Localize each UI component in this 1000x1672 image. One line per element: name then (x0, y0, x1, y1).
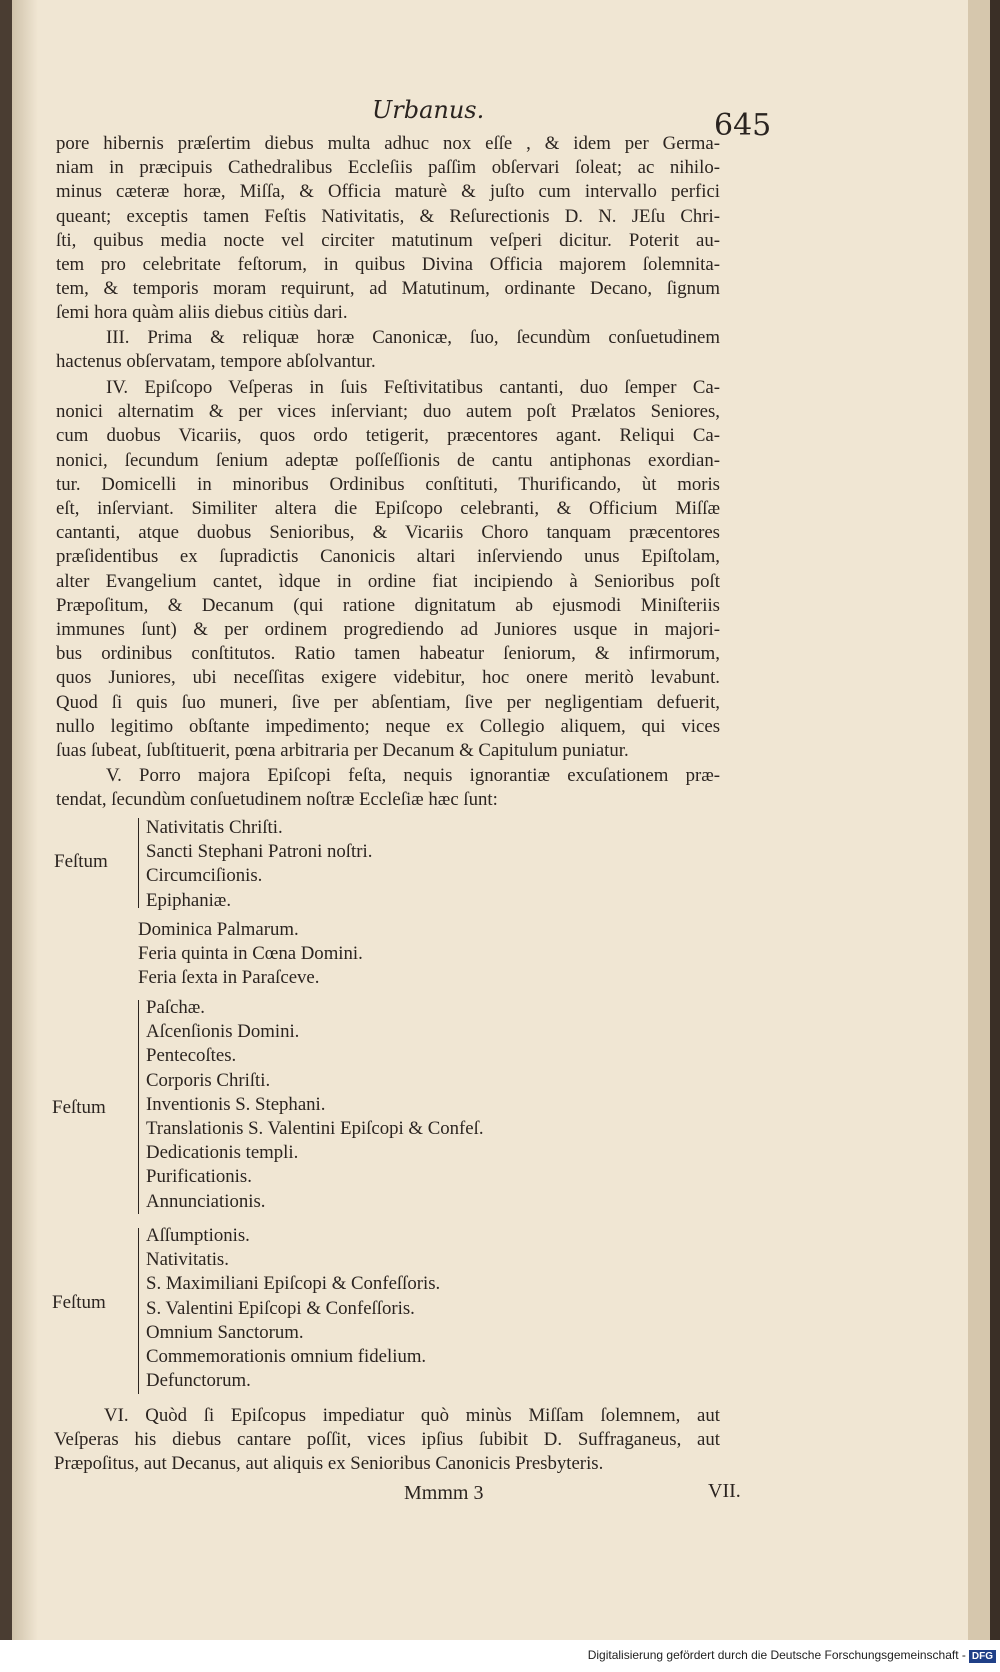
festum-label: Feſtum (52, 1292, 106, 1313)
book-cover-edge (990, 0, 1000, 1640)
text-line: minus cæteræ horæ, Miſſa, & Officia maturè & juſto cum intervallo perfici (56, 181, 720, 203)
feast-item: Nativitatis Chriſti. (146, 817, 283, 838)
text-line: niam in præcipuis Cathedralibus Eccleſiis paſſim obſervari ſoleat; ac nihilo- (56, 157, 720, 179)
feast-item: Inventionis S. Stephani. (146, 1093, 326, 1115)
text-line: præſidentibus ex ſupradictis Canonicis altari inſerviendo unus Epiſtolam, (56, 546, 720, 568)
text-line: bus ordinibus conſtitutos. Ratio tamen habeatur ſeniorum, & infirmorum, (56, 643, 720, 665)
text-line: Quod ſi quis ſuo muneri, ſive per abſentiam, ſive per negligentiam defuerit, (56, 691, 720, 713)
text-line: Præpoſitum, & Decanum (qui ratione dignitatum ab ejusmodi Miniſteriis (56, 594, 720, 616)
text-line: tem, & temporis moram requirunt, ad Matutinum, ordinante Decano, ſignum (56, 278, 720, 300)
feast-item: S. Maximiliani Epiſcopi & Confeſſoris. (146, 1273, 441, 1295)
text-line: eſt, inſerviant. Similiter altera die Epiſcopo celebranti, & Officium Miſſæ (56, 498, 720, 520)
text-line: ſti, quibus media nocte vel circiter matutinum veſperi dicitur. Poterit au- (56, 229, 720, 251)
feast-item: Defunctorum. (146, 1370, 251, 1392)
text-line: tur. Domicelli in minoribus Ordinibus conſtituti, Thurificando, ùt moris (56, 473, 720, 495)
brace (138, 818, 139, 908)
feast-item: Dedicationis templi. (146, 1142, 299, 1164)
text-line: immunes ſunt) & per ordinem progrediendo ad Juniores usque in majori- (56, 619, 720, 641)
dfg-logo: DFG (969, 1650, 996, 1663)
feast-item: Epiphaniæ. (146, 889, 232, 911)
feast-list-2 (138, 918, 363, 991)
paragraph-iii (56, 326, 720, 374)
text-line: cantanti, atque duobus Senioribus, & Vicariis Choro tanquam præcentores (56, 522, 720, 544)
feast-item: Feria ſexta in Paraſceve. (138, 967, 320, 989)
feast-list-4 (146, 1224, 440, 1393)
text-line: pore hibernis præſertim diebus multa adhuc nox eſſe , & idem per Germa- (56, 133, 720, 154)
text-line: nullo legitimo obſtante impedimento; neque ex Collegio aliquem, qui vices (56, 715, 720, 737)
brace (138, 1228, 139, 1394)
text-line: IV. Epiſcopo Veſperas in ſuis Feſtivitatibus cantanti, duo ſemper Ca- (106, 377, 720, 398)
feast-item: Circumciſionis. (146, 865, 263, 887)
feast-item: Corporis Chriſti. (146, 1069, 271, 1091)
feast-item: Omnium Sanctorum. (146, 1321, 304, 1343)
feast-item: Commemorationis omnium fidelium. (146, 1346, 427, 1368)
catchword: VII. (708, 1480, 741, 1502)
text-line: tem pro celebritate feſtorum, in quibus Divina Officia majorem ſolemnita- (56, 254, 720, 276)
text-line: Præpoſitus, aut Decanus, aut aliquis ex Senioribus Canonicis Presbyteris. (54, 1453, 604, 1475)
feast-item: S. Valentini Epiſcopi & Confeſſoris. (146, 1297, 415, 1319)
running-head: Urbanus. (372, 96, 485, 124)
text-line: ſemi hora quàm aliis diebus citiùs dari. (56, 302, 348, 324)
text-line: queant; exceptis tamen Feſtis Nativitatis, & Reſurectionis D. N. JEſu Chri- (56, 205, 720, 227)
text-line: ſuas ſubeat, ſubſtituerit, pœna arbitraria per Decanum & Capitulum puniatur. (56, 740, 629, 762)
paragraph-vi (54, 1404, 720, 1477)
feast-list-1 (146, 816, 372, 913)
feast-list-3 (146, 996, 484, 1214)
text-line: VI. Quòd ſi Epiſcopus impediatur quò minùs Miſſam ſolemnem, aut (104, 1405, 720, 1426)
page-edges (968, 0, 990, 1640)
text-line: III. Prima & reliquæ horæ Canonicæ, ſuo, ſecundùm conſuetudinem (106, 327, 720, 348)
feast-item: Feria quinta in Cœna Domini. (138, 943, 363, 965)
feast-item: Paſchæ. (146, 997, 205, 1018)
text-line: cum duobus Vicariis, quos ordo tetigerit, præcentores agant. Reliqui Ca- (56, 425, 720, 447)
footer-text: Digitalisierung gefördert durch die Deutsche Forschungsgemeinschaft - (587, 1648, 966, 1662)
paragraph-continuation (56, 132, 720, 326)
festum-label: Feſtum (54, 851, 108, 872)
feast-item: Purificationis. (146, 1166, 252, 1188)
paragraph-iv (56, 376, 720, 763)
feast-item: Aſcenſionis Domini. (146, 1021, 300, 1043)
digitization-footer (588, 1648, 996, 1663)
text-line: alter Evangelium cantet, ìdque in ordine fiat incipiendo à Senioribus poſt (56, 570, 720, 592)
page-number: 645 (714, 108, 772, 143)
text-line: nonici, ſecundum ſenium adeptæ poſſeſſionis de cantu antiphonas exordian- (56, 449, 720, 471)
feast-item: Dominica Palmarum. (138, 919, 299, 940)
feast-item: Aſſumptionis. (146, 1225, 250, 1246)
text-line: nonici alternatim & per vices inſerviant; duo autem poſt Prælatos Seniores, (56, 401, 720, 423)
text-line: Veſperas his diebus cantare poſſit, vices ipſius ſubibit D. Suffraganeus, aut (54, 1429, 720, 1451)
feast-item: Translationis S. Valentini Epiſcopi & Confeſ. (146, 1118, 484, 1140)
feast-item: Nativitatis. (146, 1249, 229, 1271)
feast-item: Annunciationis. (146, 1190, 266, 1212)
feast-item: Pentecoſtes. (146, 1045, 237, 1067)
text-line: V. Porro majora Epiſcopi feſta, nequis ignorantiæ excuſationem præ- (106, 765, 720, 786)
festum-label: Feſtum (52, 1097, 106, 1118)
paragraph-v (56, 764, 720, 812)
feast-item: Sancti Stephani Patroni noſtri. (146, 841, 373, 863)
gutter-shadow (12, 0, 38, 1640)
text-line: quos Juniores, ubi neceſſitas exigere videbitur, hoc onere meritò levabunt. (56, 667, 720, 689)
brace (138, 1000, 139, 1214)
signature-mark: Mmmm 3 (404, 1482, 484, 1504)
text-line: tendat, ſecundùm conſuetudinem noſtræ Eccleſiæ hæc ſunt: (56, 789, 498, 811)
text-line: hactenus obſervatam, tempore abſolvantur. (56, 351, 376, 373)
